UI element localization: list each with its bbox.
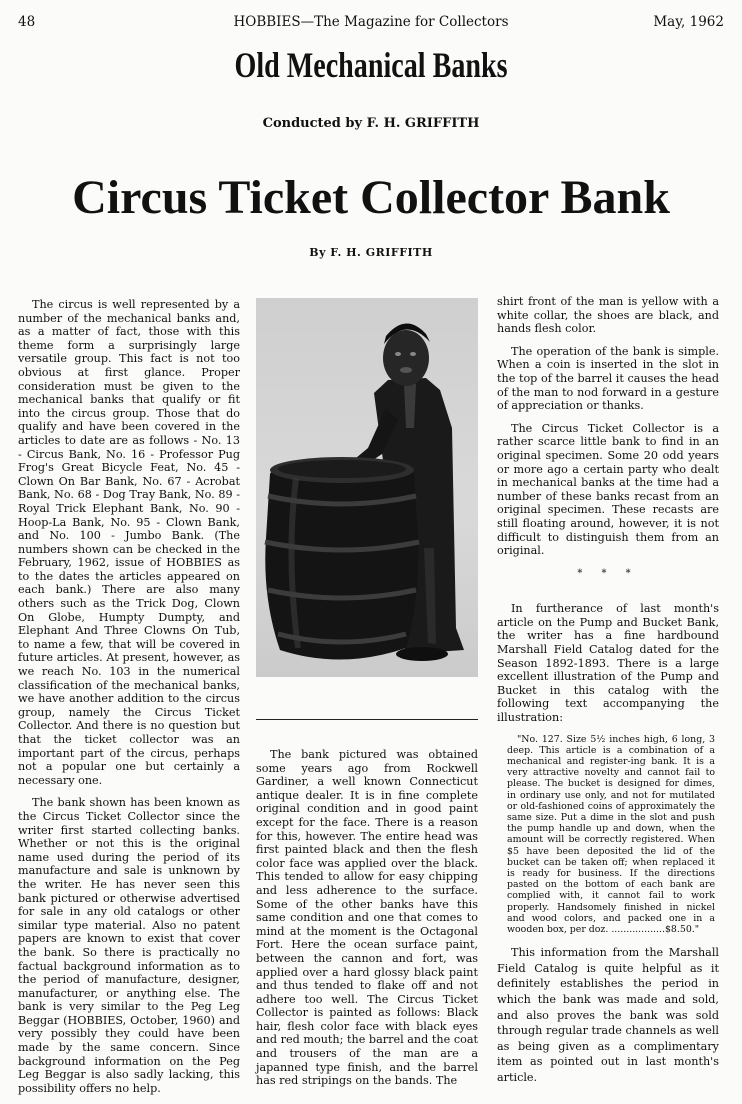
right-column <box>497 295 719 1095</box>
paragraph: The bank pictured was obtained some years ago from Rockwell Gardiner, a well known Connecticut antique dealer. It is in fine complete original condition and in good paint except for the face. There is a reason for this, however. The entire head was first painted black and then the flesh color face was applied over the black. This tended to allow for easy chipping and less adherence to the surface. Some of the other banks have this same condition and one that comes to mind at the moment is the Octagonal Fort. Here the ocean surface paint, between the cannon and fort, was applied over a hard glossy black paint and thus tended to flake off and not adhere too well. The Circus Ticket Collector is painted as follows: Black hair, flesh color face with black eyes and red mouth; the barrel and the coat and trousers of the man are a japanned type finish, and the barrel has red stripings on the bands. The <box>256 748 478 1088</box>
conducted-by: Conducted by F. H. GRIFFITH <box>262 116 480 131</box>
bank-photograph <box>256 298 478 677</box>
paragraph: This information from the Marshall Field Catalog is quite helpful as it definitely establishes the period in which the bank was made and sold, and also proves the bank was sold through regular trade channels as well as being given as a complimentary item as pointed out in last month's article. <box>497 946 719 1085</box>
byline: By F. H. GRIFFITH <box>309 246 433 259</box>
section-separator: * * * <box>577 567 639 579</box>
catalog-quote <box>507 734 715 936</box>
issue-date: May, 1962 <box>653 14 724 30</box>
section-title: Old Mechanical Banks <box>234 45 508 85</box>
middle-column <box>256 748 478 1097</box>
paragraph: The bank shown has been known as the Circus Ticket Collector since the writer first started collecting banks. Whether or not this is the original name used during the period of its manufacture and sale is unknown by the writer. He has never seen this bank pictured or otherwise advertised for sale in any old catalogs or other similar type material. Also no patent papers are known to exist that cover the bank. So there is practically no factual background information as to the period of manufacture, designer, manufacturer, or anything else. The bank is very similar to the Peg Leg Beggar (HOBBIES, October, 1960) and very possibly they could have been made by the same concern. Since background information on the Peg Leg Beggar is also sadly lacking, this possibility offers no help. <box>18 796 240 1095</box>
page-number: 48 <box>18 14 36 30</box>
running-header <box>18 14 724 34</box>
quote-text: "No. 127. Size 5½ inches high, 6 long, 3 deep. This article is a combination of a mechanical and register-ing bank. It is a very attractive novelty and cannot fail to please. The bucket is designed for dimes, in ordinary use only, and not for mutilated or old-fashioned coins of approximately the same size. Put a dime in the slot and push the pump handle up and down, when the amount will be correctly registered. When $5 have been deposited the lid of the bucket can be taken off; when replaced it is ready for business. If the directions pasted on the bottom of each bank are complied with, it cannot fail to work properly. Handsomely finished in nickel and wood colors, and packed one in a wooden box, per doz. ..................$8.50." <box>507 733 715 936</box>
magazine-title: HOBBIES—The Magazine for Collectors <box>233 14 509 30</box>
paragraph: The circus is well represented by a number of the mechanical banks and, as a matter of fact, those with this theme form a surprisingly large versatile group. This fact is not too obvious at first glance. Proper consideration must be given to the mechanical banks that qualify or fit into the circus group. Those that do qualify and have been covered in the articles to date are as follows - No. 13 - Circus Bank, No. 16 - Professor Pug Frog's Great Bicycle Feat, No. 45 - Clown On Bar Bank, No. 67 - Acrobat Bank, No. 68 - Dog Tray Bank, No. 89 - Royal Trick Elephant Bank, No. 90 - Hoop-La Bank, No. 95 - Clown Bank, and No. 100 - Jumbo Bank. (The numbers shown can be checked in the February, 1962, issue of HOBBIES as to the dates the articles appeared on each bank.) There are also many others such as the Trick Dog, Clown On Globe, Humpty Dumpty, and Elephant And Three Clowns On Tub, to name a few, that will be covered in future articles. At present, however, as we reach No. 103 in the numerical classification of the mechanical banks, we have another addition to the circus group, namely the Circus Ticket Collector. And there is no question but that the ticket collector was an important part of the circus, perhaps not a popular one but certainly a necessary one. <box>18 298 240 787</box>
photo-divider <box>256 719 478 720</box>
article-title: Circus Ticket Collector Bank <box>72 171 670 224</box>
paragraph: The operation of the bank is simple. When a coin is inserted in the slot in the top of the barrel it causes the head of the man to nod forward in a gesture of appreciation or thanks. <box>497 344 719 413</box>
circus-ticket-collector-bank-image <box>256 298 478 677</box>
paragraph: In furtherance of last month's article on the Pump and Bucket Bank, the writer has a fine hardbound Marshall Field Catalog dated for the Season 1892-1893. There is a large excellent illustration of the Pump and Bucket in this catalog with the following text accompanying the illustration: <box>497 602 719 725</box>
left-column <box>18 298 240 1104</box>
paragraph-continued: shirt front of the man is yellow with a white collar, the shoes are black, and hands flesh color. <box>497 295 719 336</box>
paragraph: The Circus Ticket Collector is a rather scarce little bank to find in an original specimen. Some 20 odd years or more ago a certain party who dealt in mechanical banks at the time had a number of these banks recast from an original specimen. These recasts are still floating around, however, it is not difficult to distinguish them from an original. <box>497 421 719 558</box>
